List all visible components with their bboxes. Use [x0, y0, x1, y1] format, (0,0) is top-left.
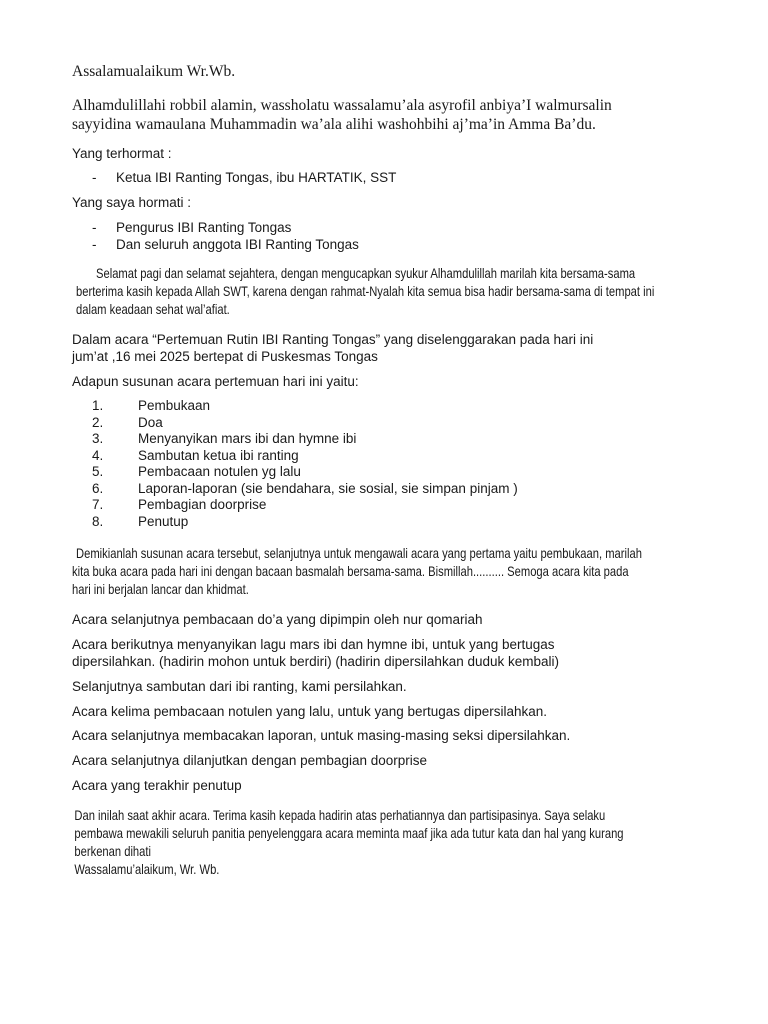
agenda-item: 7. Pembagian doorprise [92, 497, 267, 512]
greeting-paragraph [72, 264, 702, 318]
greeting-line-2: berterima kasih kepada Allah SWT, karena dengan rahmat-Nyalah kita semua bisa hadir bersama-sama di tempat ini [76, 283, 655, 299]
respected-list [92, 220, 359, 253]
agenda-label: Adapun susunan acara pertemuan hari ini yaitu: [72, 374, 359, 389]
respected-item: - Pengurus IBI Ranting Tongas [92, 220, 359, 237]
bullet-glyph-icon [118, 514, 138, 531]
honored-label: Yang terhormat : [72, 146, 172, 161]
mars-line-2: dipersilahkan. (hadirin mohon untuk berdiri) (hadirin dipersilahkan duduk kembali) [72, 653, 560, 669]
final-line-2: pembawa mewakili seluruh panitia penyelenggara acara meminta maaf jika ada tutur kata dan hal yang kurang [74, 825, 624, 841]
bullet-glyph-icon [118, 481, 138, 498]
opening-line-1: Alhamdulillahi robbil alamin, wassholatu wassalamu’ala asyrofil anbiya’I walmursalin [72, 97, 612, 114]
closing-agenda-paragraph [72, 544, 702, 598]
bullet-glyph-icon [118, 448, 138, 465]
honored-item: - Ketua IBI Ranting Tongas, ibu HARTATIK, SST [92, 170, 396, 187]
closing-agenda-line-1: Demikianlah susunan acara tersebut, selanjutnya untuk mengawali acara yang pertama yaitu pembukaan, marilah [76, 545, 642, 561]
event-paragraph [72, 332, 593, 365]
respected-label: Yang saya hormati : [72, 195, 192, 210]
opening-line-2: sayyidina wamaulana Muhammadin wa’ala alihi washohbihi aj’ma’in Amma Ba’du. [72, 116, 596, 133]
laporan-paragraph: Acara selanjutnya membacakan laporan, untuk masing-masing seksi dipersilahkan. [72, 728, 571, 743]
mars-line-1: Acara berikutnya menyanyikan lagu mars ibi dan hymne ibi, untuk yang bertugas [72, 637, 555, 652]
agenda-item: 4. Sambutan ketua ibi ranting [92, 447, 299, 463]
event-line-1: Dalam acara “Pertemuan Rutin IBI Ranting Tongas” yang diselenggarakan pada hari ini [72, 332, 594, 347]
opening-paragraph [72, 96, 612, 134]
agenda-item: 3. Menyanyikan mars ibi dan hymne ibi [92, 431, 357, 446]
honored-list [92, 170, 396, 187]
agenda-item: 8. Penutup [92, 513, 189, 529]
bullet-glyph-icon [118, 398, 138, 415]
bullet-glyph-icon [118, 431, 138, 448]
agenda-item: 6. Laporan-laporan (sie bendahara, sie sosial, sie simpan pinjam ) [92, 480, 518, 496]
doorprise-paragraph: Acara selanjutnya dilanjutkan dengan pembagian doorprise [72, 753, 427, 768]
notulen-paragraph: Acara kelima pembacaan notulen yang lalu, untuk yang bertugas dipersilahkan. [72, 704, 548, 719]
event-line-2: jum’at ,16 mei 2025 bertepat di Puskesmas Tongas [72, 348, 378, 364]
doa-paragraph: Acara selanjutnya pembacaan do’a yang dipimpin oleh nur qomariah [72, 612, 483, 627]
final-paragraph [72, 806, 702, 878]
penutup-paragraph: Acara yang terakhir penutup [72, 778, 242, 793]
greeting-line-1: Selamat pagi dan selamat sejahtera, dengan mengucapkan syukur Alhamdulillah marilah kita bersama-sama [96, 265, 636, 281]
sambutan-paragraph: Selanjutnya sambutan dari ibi ranting, kami persilahkan. [72, 679, 407, 694]
agenda-item: 1. Pembukaan [92, 398, 211, 413]
greeting-line-3: dalam keadaan sehat wal’afiat. [76, 301, 230, 317]
final-line-3: berkenan dihati [74, 843, 151, 859]
final-line-1: Dan inilah saat akhir acara. Terima kasih kepada hadirin atas perhatiannya dan partisipasinya. Saya selaku [74, 807, 606, 823]
closing-agenda-line-2: kita buka acara pada hari ini dengan bacaan basmalah bersama-sama. Bismillah.......... Semoga acara kita pada [72, 563, 629, 579]
bullet-glyph-icon [118, 415, 138, 432]
respected-item: - Dan seluruh anggota IBI Ranting Tongas [92, 237, 359, 254]
wassalam-line: Wassalamu’alaikum, Wr. Wb. [74, 861, 220, 877]
agenda-item: 5. Pembacaan notulen yg lalu [92, 464, 301, 479]
agenda-list [92, 398, 518, 530]
bullet-glyph-icon [118, 464, 138, 481]
closing-agenda-line-3: hari ini berjalan lancar dan khidmat. [72, 581, 249, 597]
bullet-glyph-icon [118, 497, 138, 514]
salam-line: Assalamualaikum Wr.Wb. [72, 63, 236, 80]
mars-paragraph [72, 637, 559, 670]
agenda-item: 2. Doa [92, 414, 163, 430]
